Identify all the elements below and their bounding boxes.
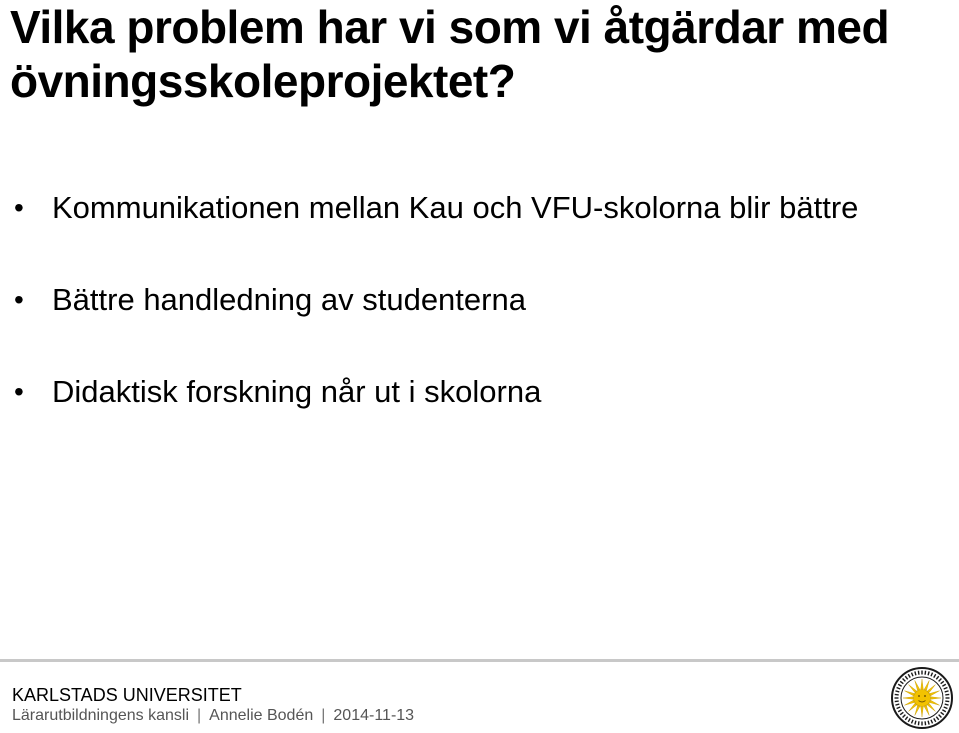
bullet-icon: •	[14, 192, 24, 223]
footer-meta	[12, 706, 414, 726]
bullet-item	[14, 282, 858, 318]
bullet-item	[14, 190, 858, 226]
slide-title: Vilka problem har vi som vi åtgärdar med övningsskoleprojektet?	[10, 1, 890, 107]
bullet-icon: •	[14, 284, 24, 315]
department-label: Lärarutbildningens kansli	[12, 707, 189, 724]
footer-divider	[0, 659, 959, 662]
university-name: KARLSTADS UNIVERSITET	[12, 685, 242, 705]
author-label: Annelie Bodén	[209, 707, 314, 724]
university-seal-sun-icon	[890, 666, 954, 730]
bullet-text: Didaktisk forskning når ut i skolorna	[52, 374, 542, 409]
date-label: 2014-11-13	[333, 707, 415, 724]
bullet-icon: •	[14, 376, 24, 407]
bullet-item	[14, 374, 858, 410]
bullet-text: Bättre handledning av studenterna	[52, 282, 526, 317]
separator: |	[197, 707, 202, 724]
bullet-list	[14, 190, 858, 410]
separator: |	[321, 707, 326, 724]
bullet-text: Kommunikationen mellan Kau och VFU-skolorna blir bättre	[52, 190, 859, 225]
